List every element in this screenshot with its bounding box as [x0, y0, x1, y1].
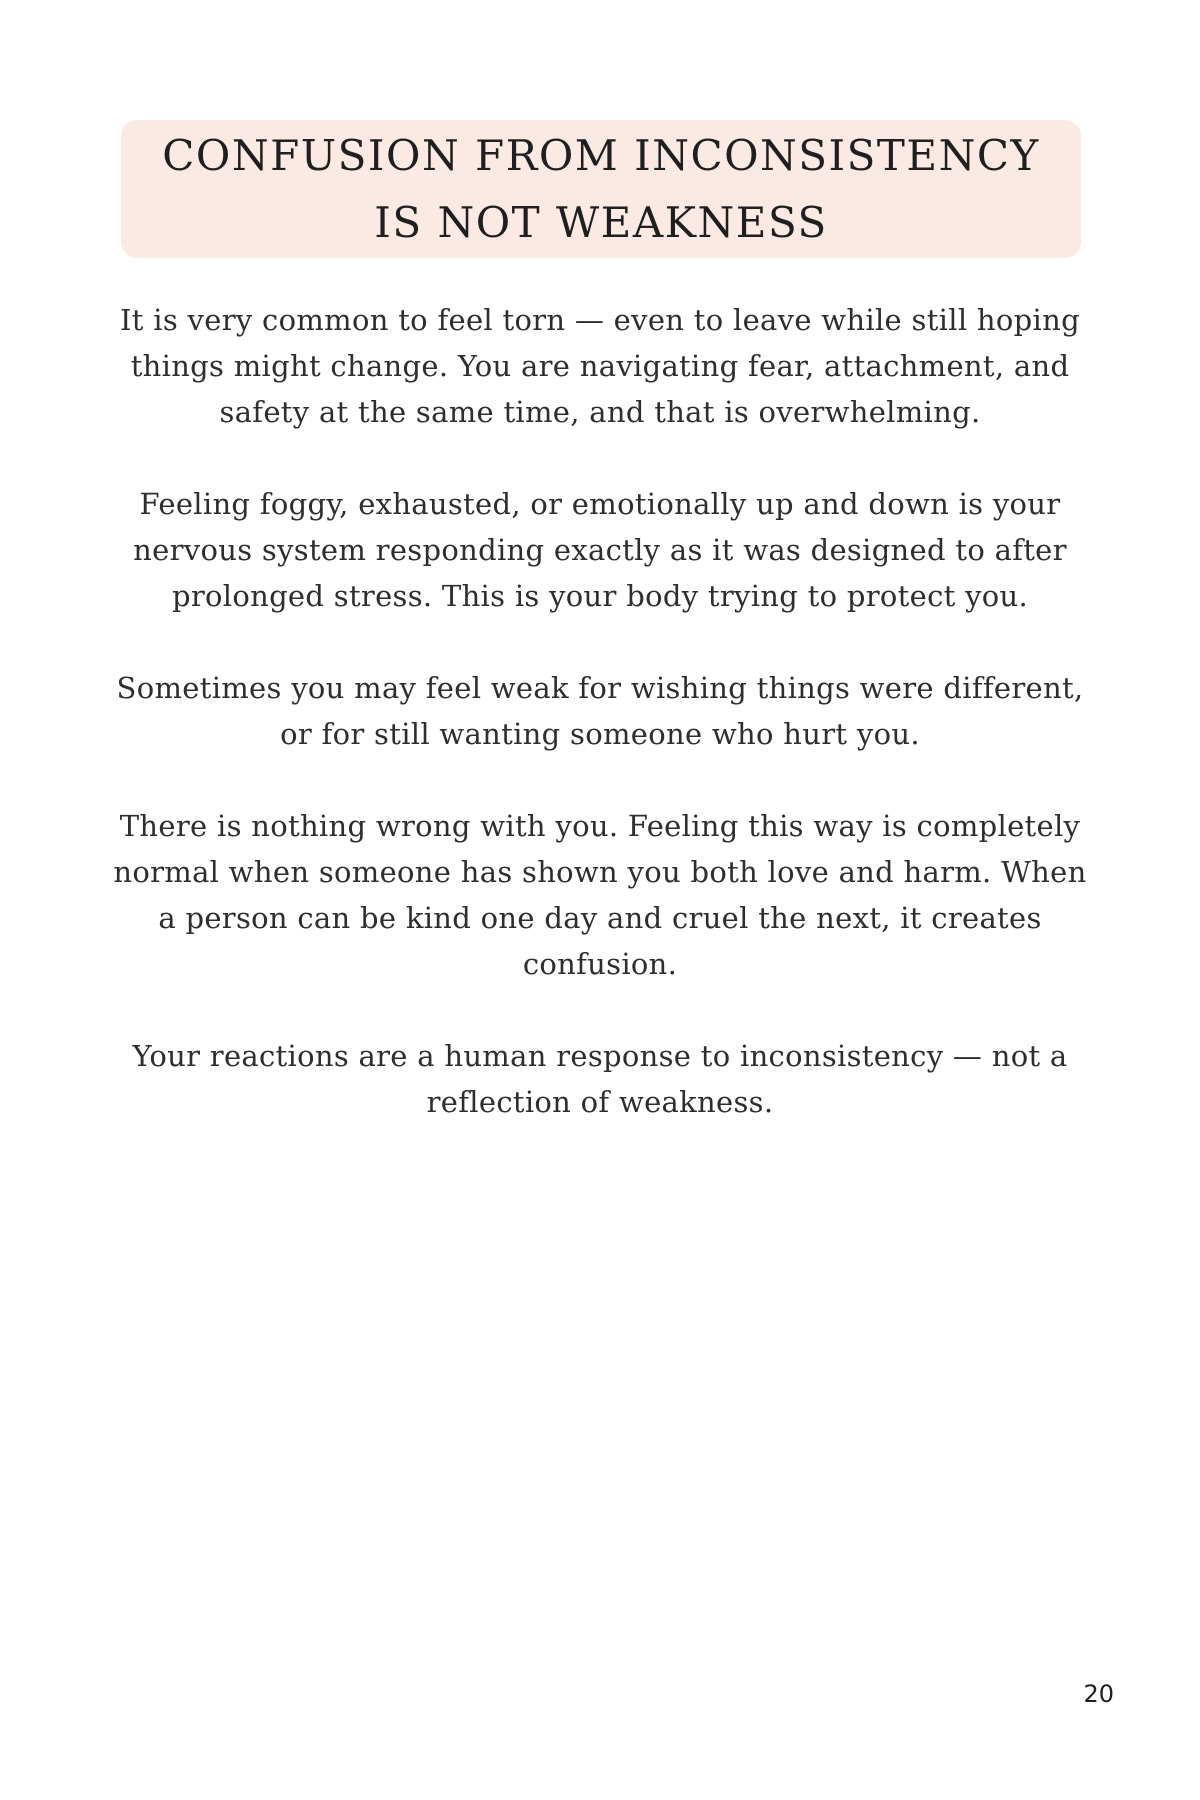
page-number: 20 — [1083, 1680, 1114, 1708]
page-title: CONFUSION FROM INCONSISTENCY IS NOT WEAKNESS — [162, 131, 1040, 247]
paragraph-5: Your reactions are a human response to inconsistency — not a reflection of weakness. — [132, 1039, 1068, 1119]
paragraph-2: Feeling foggy, exhausted, or emotionally up and down is your nervous system responding exactly as it was designed to after prolonged stress. This is your body trying to protect you. — [133, 487, 1067, 613]
body-text — [110, 297, 1090, 1171]
paragraph-4: There is nothing wrong with you. Feeling this way is completely normal when someone has shown you both love and harm. When a person can be kind one day and cruel the next, it creates confusion. — [113, 809, 1087, 981]
title-banner — [121, 120, 1081, 258]
paragraph-3: Sometimes you may feel weak for wishing things were different, or for still wanting someone who hurt you. — [116, 671, 1084, 751]
paragraph-1: It is very common to feel torn — even to leave while still hoping things might change. You are navigating fear, attachment, and safety at the same time, and that is overwhelming. — [120, 303, 1080, 429]
